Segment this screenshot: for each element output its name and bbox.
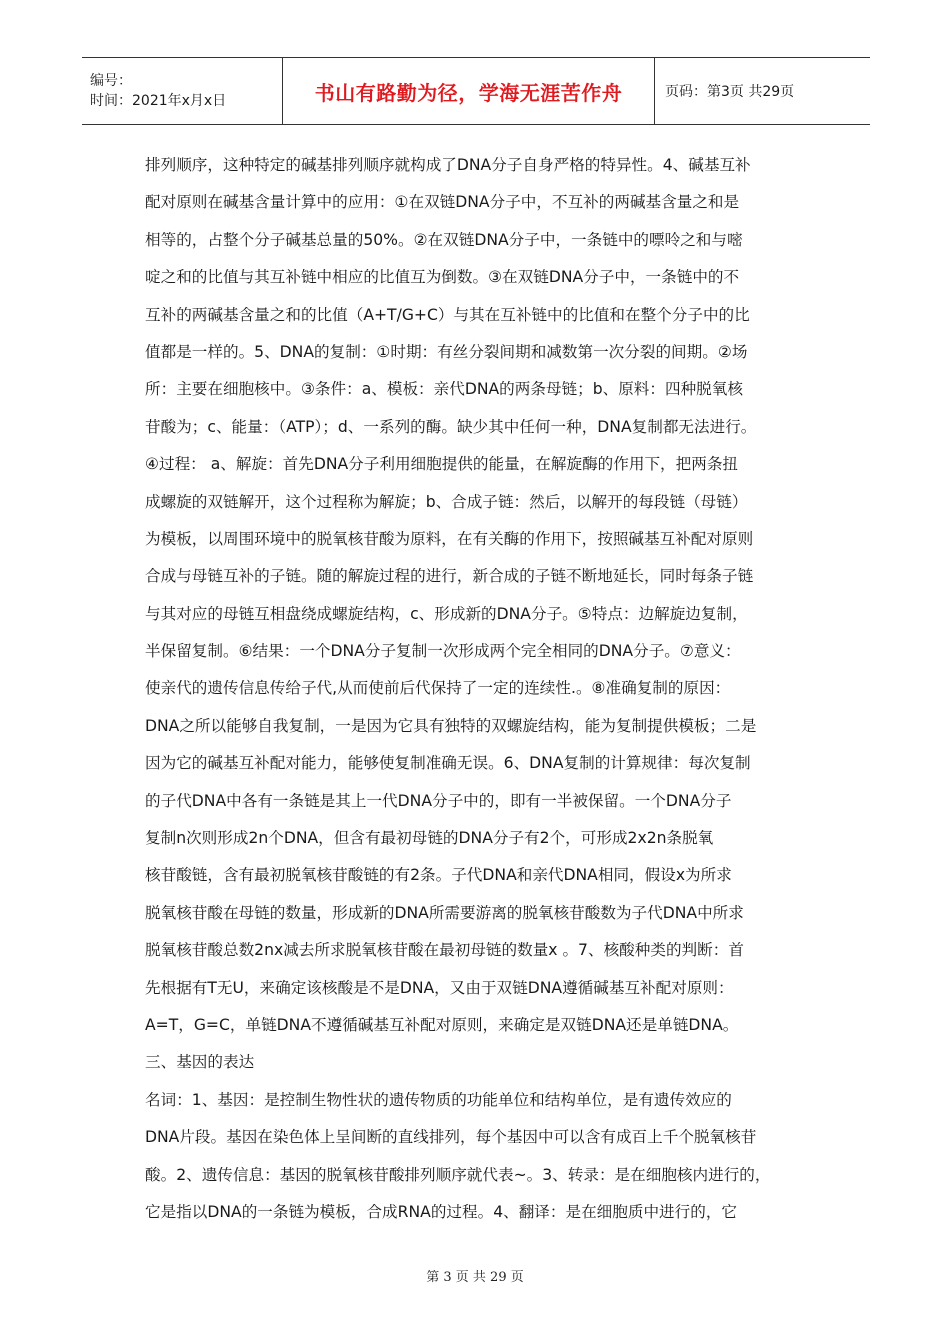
page-header	[82, 57, 870, 125]
body-line: 脱氧核苷酸总数2nx减去所求脱氧核苷酸在最初母链的数量x 。7、核酸种类的判断：首	[145, 941, 744, 960]
body-line: 配对原则在碱基含量计算中的应用：①在双链DNA分子中，不互补的两碱基含量之和是	[145, 193, 740, 212]
body-line: 相等的，占整个分子碱基总量的50%。②在双链DNA分子中，一条链中的嘌呤之和与嘧	[145, 230, 743, 249]
body-line: 值都是一样的。5、DNA的复制：①时期：有丝分裂间期和减数第一次分裂的间期。②场	[145, 342, 748, 361]
footer-page-number: 第 3 页 共 29 页	[426, 1270, 524, 1285]
document-number-label: 编号：	[90, 73, 132, 89]
body-line: 排列顺序，这种特定的碱基排列顺序就构成了DNA分子自身严格的特异性。4、碱基互补	[145, 156, 751, 174]
body-line: 复制n次则形成2n个DNA，但含有最初母链的DNA分子有2个，可形成2x2n条脱氧	[145, 829, 714, 848]
header-motto: 书山有路勤为径，学海无涯苦作舟	[314, 80, 623, 105]
body-line: ④过程： a、解旋：首先DNA分子利用细胞提供的能量，在解旋酶的作用下，把两条扭	[145, 455, 739, 474]
header-page-info: 页码：第3页 共29页	[665, 84, 795, 100]
header-motto-cell	[282, 58, 655, 124]
body-line: 成螺旋的双链解开，这个过程称为解旋；b、合成子链：然后，以解开的每段链（母链）	[145, 492, 748, 511]
body-line: 所：主要在细胞核中。③条件：a、模板：亲代DNA的两条母链；b、原料：四种脱氧核	[145, 380, 743, 399]
body-line: 名词：1、基因：是控制生物性状的遗传物质的功能单位和结构单位，是有遗传效应的	[145, 1090, 732, 1109]
body-line: 半保留复制。⑥结果：一个DNA分子复制一次形成两个完全相同的DNA分子。⑦意义：	[145, 642, 741, 661]
body-line: DNA之所以能够自我复制，一是因为它具有独特的双螺旋结构，能为复制提供模板；二是	[145, 716, 757, 735]
body-line: 合成与母链互补的子链。随的解旋过程的进行，新合成的子链不断地延长，同时每条子链	[145, 567, 754, 586]
body-line: A=T，G=C，单链DNA不遵循碱基互补配对原则，来确定是双链DNA还是单链DNA。	[145, 1015, 739, 1034]
body-line: DNA片段。基因在染色体上呈间断的直线排列，每个基因中可以含有成百上千个脱氧核苷	[145, 1128, 757, 1147]
body-line: 与其对应的母链互相盘绕成螺旋结构，c、形成新的DNA分子。⑤特点：边解旋边复制，	[145, 604, 748, 623]
header-meta	[82, 58, 282, 124]
section-heading: 三、基因的表达	[145, 1053, 255, 1072]
body-line: 先根据有T无U，来确定该核酸是不是DNA，又由于双链DNA遵循碱基互补配对原则：	[145, 978, 734, 997]
body-line: 为模板，以周围环境中的脱氧核苷酸为原料，在有关酶的作用下，按照碱基互补配对原则	[145, 529, 754, 548]
document-body	[145, 147, 825, 1231]
body-line: 苷酸为；c、能量：（ATP）；d、一系列的酶。缺少其中任何一种，DNA复制都无法进行。	[145, 417, 757, 436]
body-line: 的子代DNA中各有一条链是其上一代DNA分子中的，即有一半被保留。一个DNA分子	[145, 791, 732, 810]
body-line: 酸。2、遗传信息：基因的脱氧核苷酸排列顺序就代表~。3、转录：是在细胞核内进行的，	[145, 1165, 771, 1184]
header-page-info-cell	[655, 58, 870, 124]
body-line: 脱氧核苷酸在母链的数量，形成新的DNA所需要游离的脱氧核苷酸数为子代DNA中所求	[145, 903, 744, 922]
document-time-label: 时间：2021年x月x日	[90, 93, 227, 109]
body-line: 使亲代的遗传信息传给子代,从而使前后代保持了一定的连续性.。⑧准确复制的原因：	[145, 679, 731, 698]
body-line: 它是指以DNA的一条链为模板，合成RNA的过程。4、翻译：是在细胞质中进行的，它	[145, 1202, 738, 1221]
page-footer	[0, 1266, 950, 1285]
body-line: 核苷酸链，含有最初脱氧核苷酸链的有2条。子代DNA和亲代DNA相同，假设x为所求	[145, 866, 732, 885]
body-line: 互补的两碱基含量之和的比值（A+T/G+C）与其在互补链中的比值和在整个分子中的比	[145, 305, 750, 324]
body-line: 啶之和的比值与其互补链中相应的比值互为倒数。③在双链DNA分子中，一条链中的不	[145, 268, 740, 287]
body-line: 因为它的碱基互补配对能力，能够使复制准确无误。6、DNA复制的计算规律：每次复制	[145, 754, 751, 773]
